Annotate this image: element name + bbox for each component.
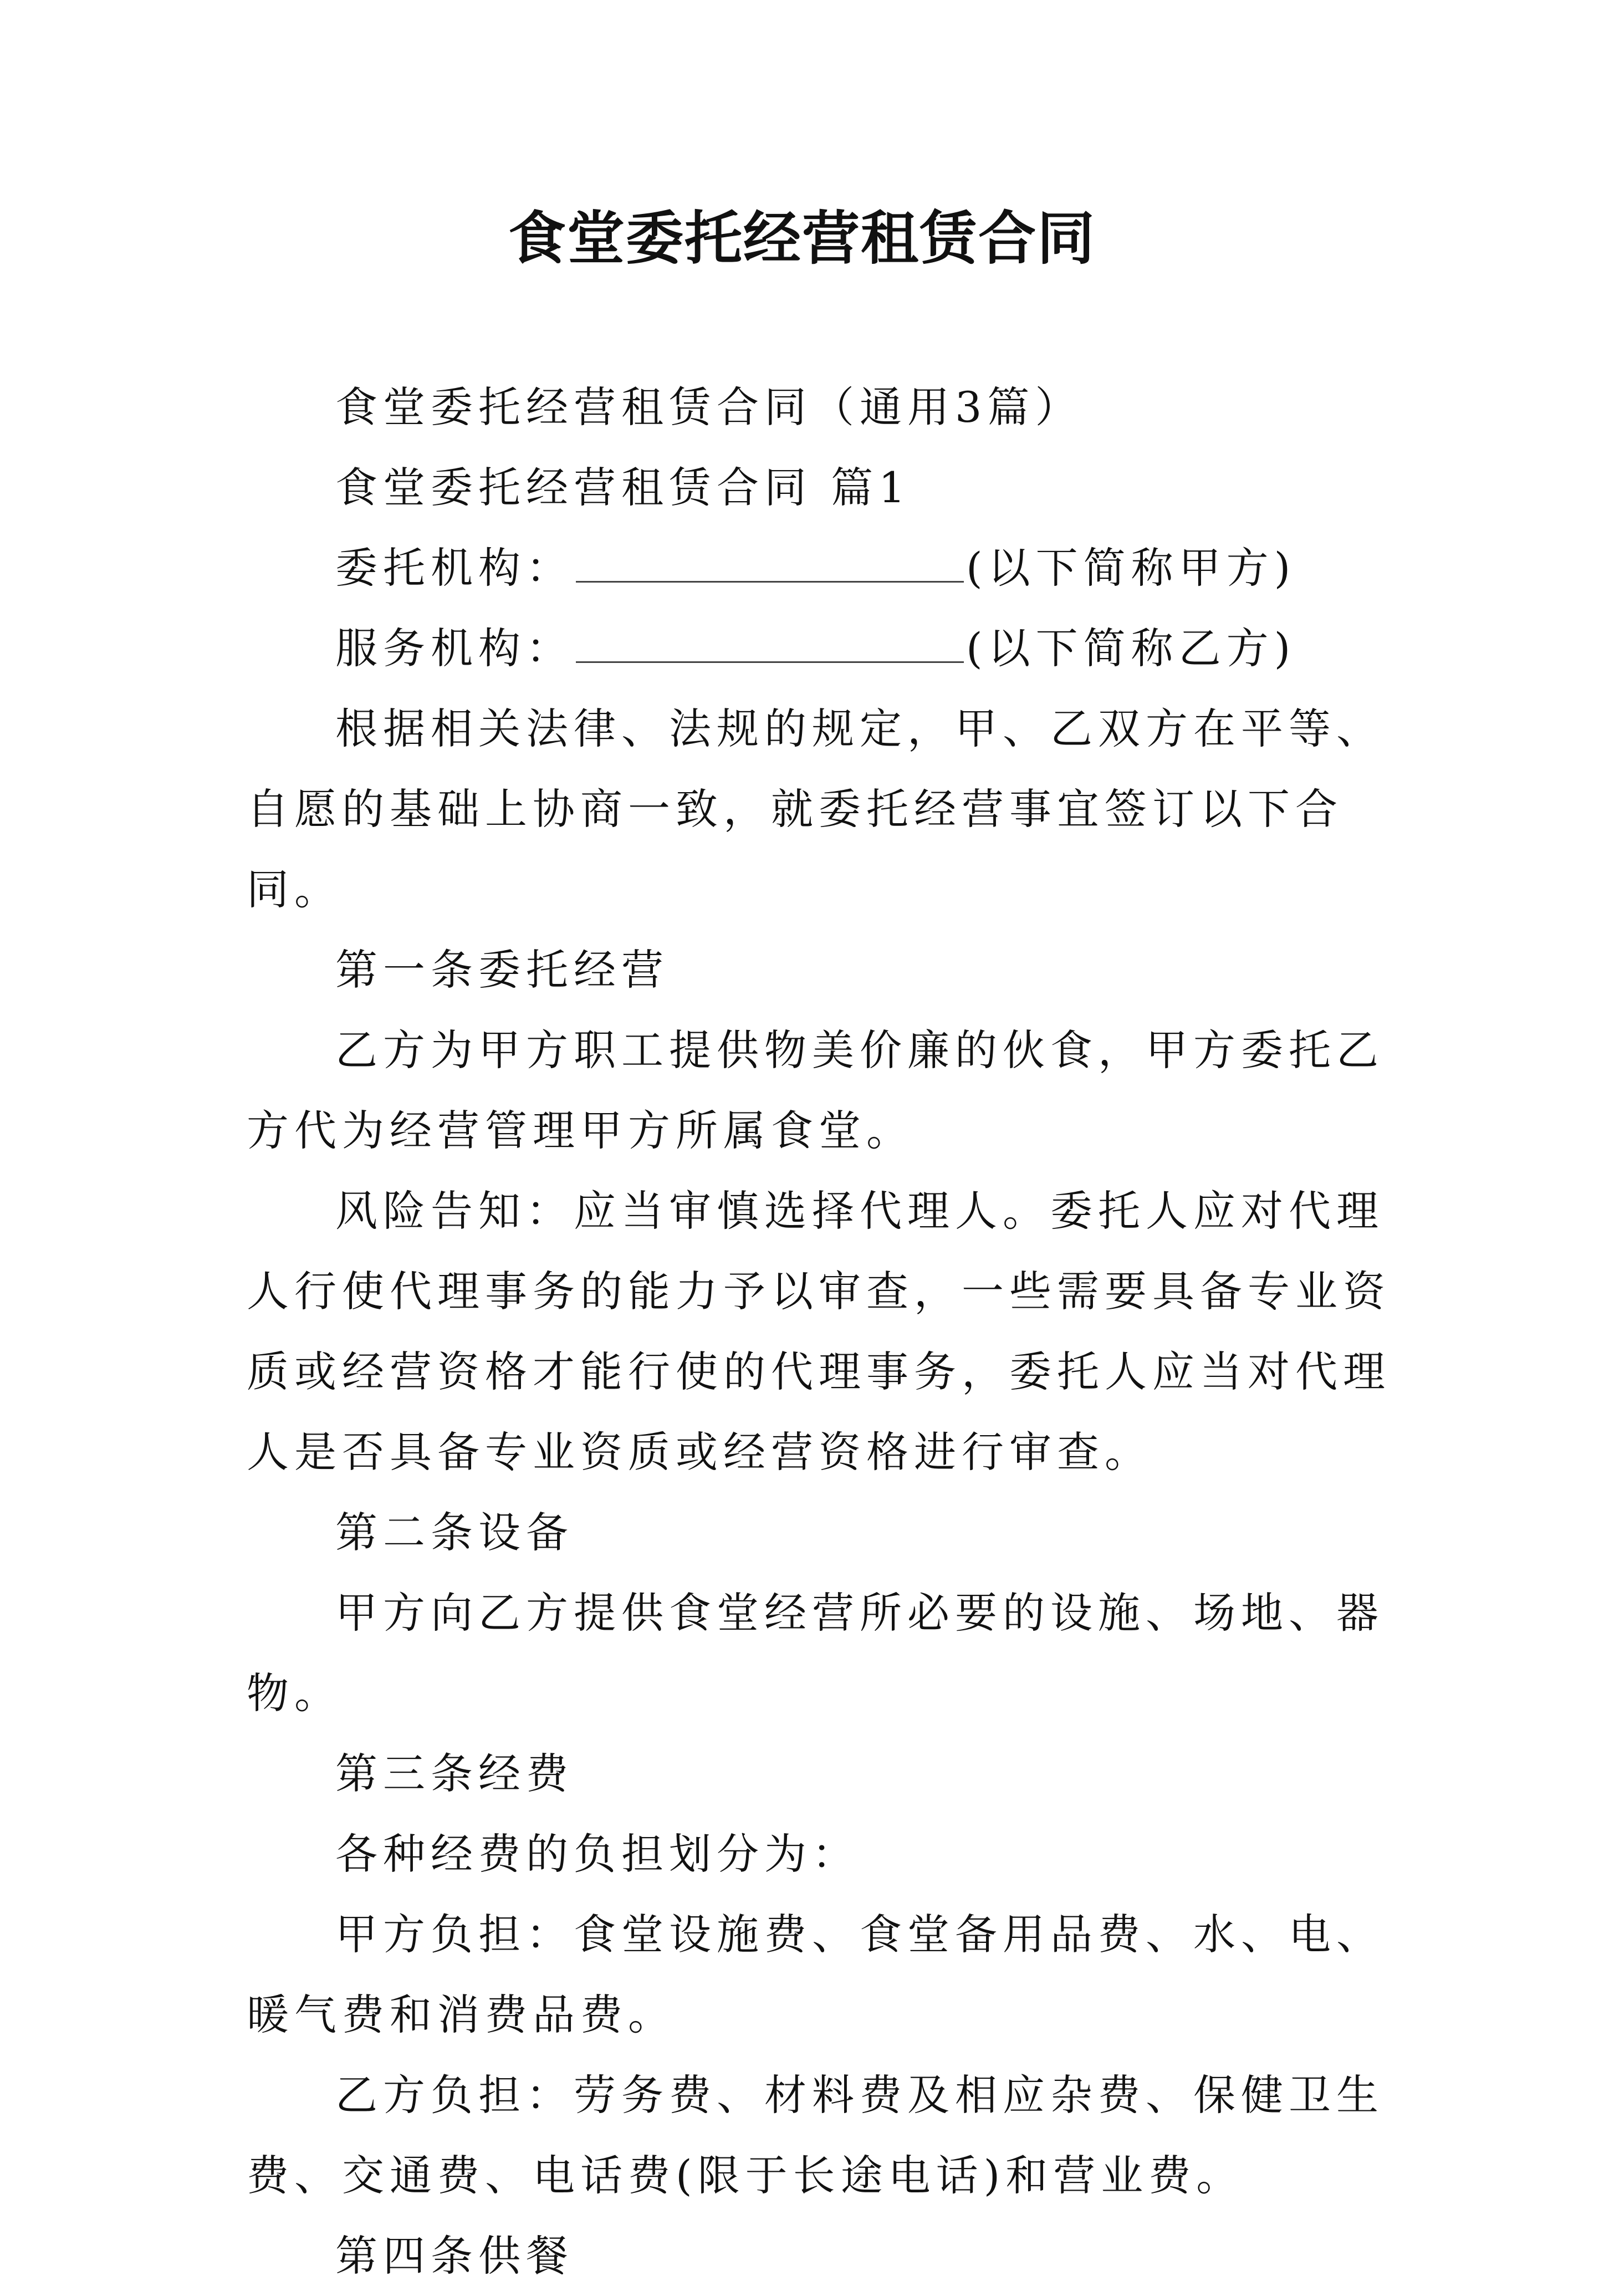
risk-notice-paragraph: 风险告知：应当审慎选择代理人。委托人应对代理人行使代理事务的能力予以审查，一些需要具备专业资质或经营资格才能行使的代理事务，委托人应当对代理人是否具备专业资质或经营资格进行审查。 (247, 1186, 1391, 1477)
article3-paragraph: 各种经费的负担划分为： (335, 1829, 860, 1879)
article4-heading: 第四条供餐 (335, 2231, 574, 2280)
article3-heading: 第三条经费 (335, 1749, 574, 1798)
document-title: 食堂委托经营租赁合同 (508, 204, 1096, 272)
party-a-line (247, 528, 1397, 608)
party-b-costs-paragraph: 乙方负担：劳务费、材料费及相应杂费、保健卫生费、交通费、电话费(限于长途电话)和营业费。 (247, 2070, 1384, 2200)
party-b-blank (576, 627, 964, 663)
party-b-suffix: (以下简称乙方) (966, 624, 1296, 673)
party-a-label: 委托机构： (335, 543, 574, 593)
article2-paragraph: 甲方向乙方提供食堂经营所必要的设施、场地、器物。 (247, 1588, 1384, 1718)
document-body (247, 367, 1397, 2296)
part-heading: 食堂委托经营租赁合同 篇1 (335, 463, 911, 512)
article1-paragraph: 乙方为甲方职工提供物美价廉的伙食，甲方委托乙方代为经营管理甲方所属食堂。 (247, 1025, 1384, 1155)
intro-paragraph: 根据相关法律、法规的规定，甲、乙双方在平等、自愿的基础上协商一致，就委托经营事宜签订以下合同。 (247, 704, 1384, 914)
article2-heading: 第二条设备 (335, 1508, 574, 1557)
document-subtitle: 食堂委托经营租赁合同（通用3篇） (335, 382, 1083, 432)
party-b-line (247, 608, 1397, 688)
party-a-costs-paragraph: 甲方负担：食堂设施费、食堂备用品费、水、电、暖气费和消费品费。 (247, 1910, 1384, 2039)
article1-heading: 第一条委托经营 (335, 945, 669, 994)
party-a-blank (576, 547, 964, 583)
party-b-label: 服务机构： (335, 624, 574, 673)
party-a-suffix: (以下简称甲方) (966, 543, 1296, 593)
